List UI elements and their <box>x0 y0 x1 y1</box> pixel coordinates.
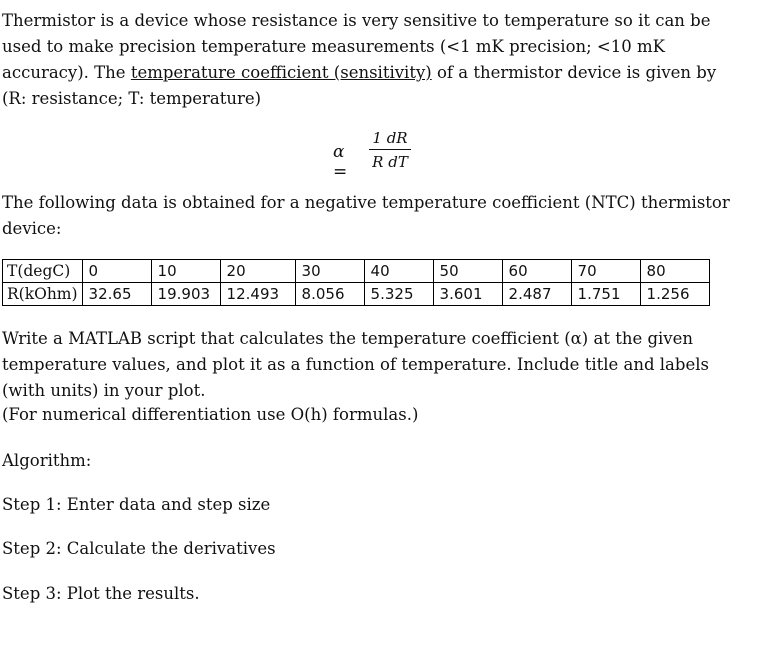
formula-lhs: α = <box>333 142 348 182</box>
table-cell: 5.325 <box>364 283 433 306</box>
data-table <box>2 259 710 306</box>
resistance-row-label: R(kOhm) <box>3 283 83 306</box>
table-cell: 3.601 <box>433 283 502 306</box>
table-cell: 10 <box>151 260 220 283</box>
table-cell: 60 <box>502 260 571 283</box>
table-cell: 50 <box>433 260 502 283</box>
intro-text-underlined: temperature coefficient (sensitivity) <box>130 63 432 82</box>
intro-text-part1: Thermistor is a device whose resistance is very sensitive to temperature so it can be used to make precision temperature measurements (<1 mK precision; <10 mK accuracy). The <box>2 11 711 82</box>
table-cell: 2.487 <box>502 283 571 306</box>
table-cell: 0 <box>82 260 151 283</box>
table-cell: 32.65 <box>82 283 151 306</box>
formula-numerator: 1 dR <box>372 129 408 147</box>
intro-text-part2: of a thermistor device is given by (R: resistance; T: temperature) <box>2 63 717 108</box>
algorithm-step-1: Step 1: Enter data and step size <box>2 495 271 514</box>
differentiation-note: (For numerical differentiation use O(h) formulas.) <box>2 405 419 424</box>
table-cell: 1.256 <box>640 283 709 306</box>
algorithm-step-3: Step 3: Plot the results. <box>2 584 200 603</box>
table-cell: 20 <box>220 260 295 283</box>
table-cell: 12.493 <box>220 283 295 306</box>
table-cell: 1.751 <box>571 283 640 306</box>
intro-paragraph <box>2 8 742 112</box>
table-cell: 40 <box>364 260 433 283</box>
table-cell: 19.903 <box>151 283 220 306</box>
algorithm-heading: Algorithm: <box>2 451 92 470</box>
resistance-row <box>3 283 710 306</box>
table-cell: 80 <box>640 260 709 283</box>
table-cell: 30 <box>295 260 364 283</box>
temperature-row-label: T(degC) <box>3 260 83 283</box>
table-cell: 8.056 <box>295 283 364 306</box>
fraction-bar <box>369 149 411 150</box>
formula-denominator: R dT <box>372 153 408 171</box>
algorithm-step-2: Step 2: Calculate the derivatives <box>2 539 276 558</box>
temperature-row <box>3 260 710 283</box>
data-intro-paragraph: The following data is obtained for a negative temperature coefficient (NTC) thermistor device: <box>2 193 730 238</box>
table-cell: 70 <box>571 260 640 283</box>
task-paragraph: Write a MATLAB script that calculates the temperature coefficient (α) at the given temperature values, and plot it as a function of temperature. Include title and labels (with units) in your plot. <box>2 329 709 400</box>
formula-fraction <box>369 128 411 172</box>
